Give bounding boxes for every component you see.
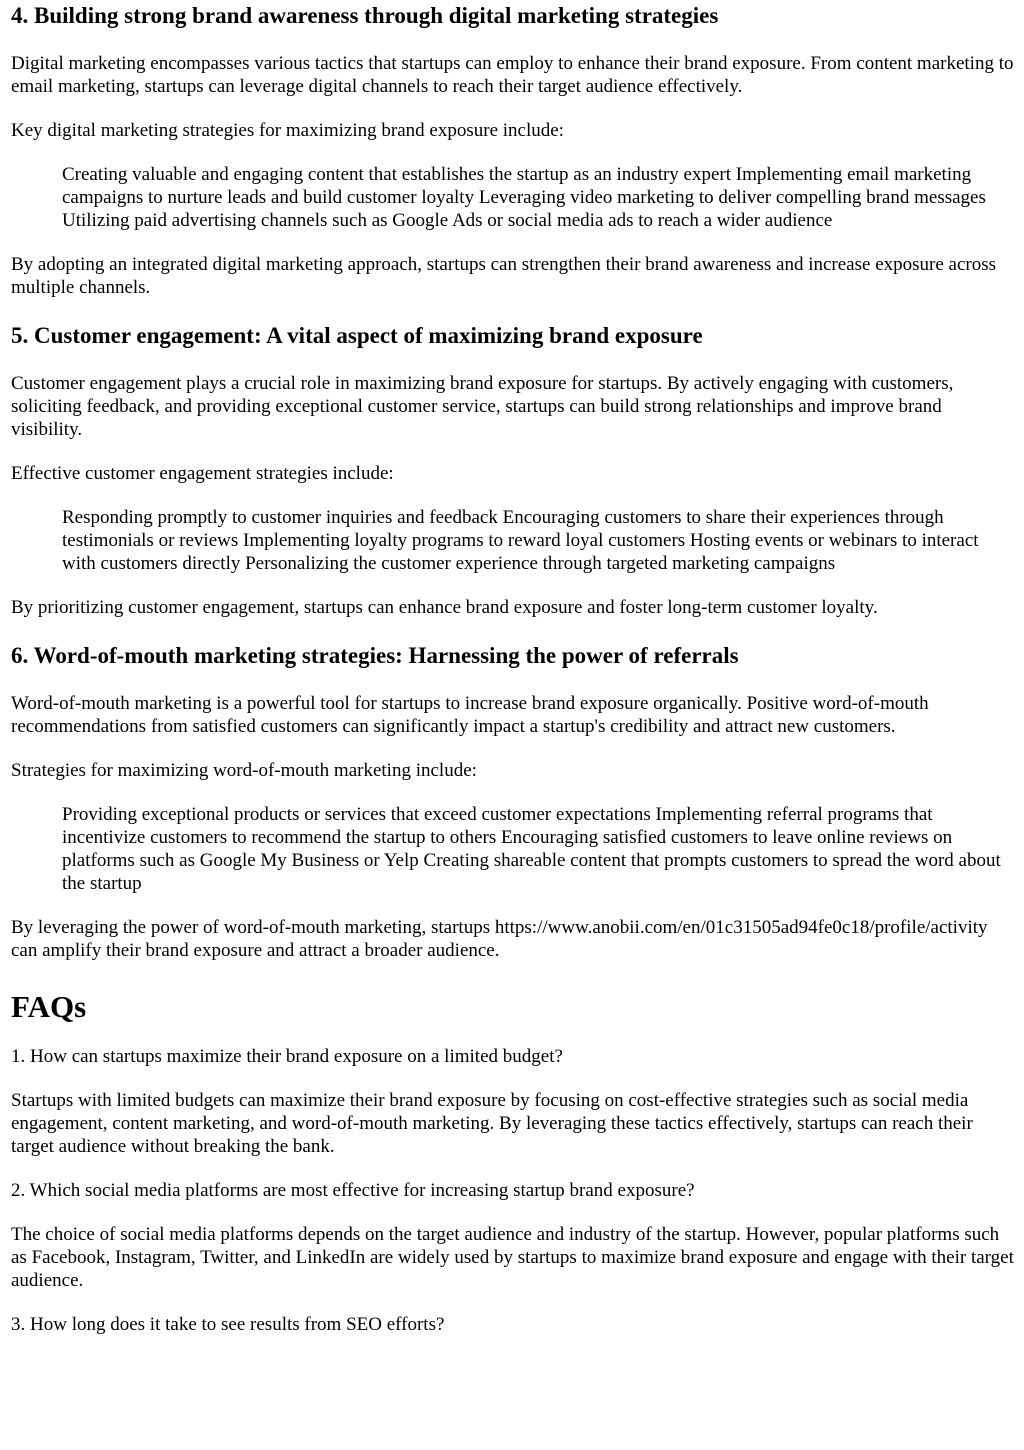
profile-link-text: https://www.anobii.com/en/01c31505ad94fe0c18/profile/activity — [494, 917, 988, 938]
section-closing: By adopting an integrated digital marketing approach, startups can strengthen their brand awareness and increase exposure across multiple channels. — [11, 254, 997, 298]
section-lead: Effective customer engagement strategies include: — [11, 463, 394, 484]
faq-question: 2. Which social media platforms are most effective for increasing startup brand exposure? — [11, 1180, 695, 1201]
strategy-blockquote: Providing exceptional products or services that exceed customer expectations Implementing referral programs that incentivize customers to recommend the startup to others Encouraging satisfied customers to leave online reviews on platforms such as Google My Business or Yelp Creating shareable content that prompts customers to spread the word about the startup — [62, 804, 1001, 894]
strategy-blockquote: Responding promptly to customer inquiries and feedback Encouraging customers to share their experiences through testimonials or reviews Implementing loyalty programs to reward loyal customers Hosting events or webinars to interact with customers directly Personalizing the customer experience through targeted marketing campaigns — [62, 507, 979, 574]
faq-answer: Startups with limited budgets can maximize their brand exposure by focusing on cost-effective strategies such as social media engagement, content marketing, and word-of-mouth marketing. By leveraging these tactics effectively, startups can reach their target audience without breaking the bank. — [11, 1090, 973, 1157]
section-closing: By prioritizing customer engagement, startups can enhance brand exposure and foster long-term customer loyalty. — [11, 597, 878, 618]
section-lead: Strategies for maximizing word-of-mouth marketing include: — [11, 760, 477, 781]
closing-text-end: can amplify their brand exposure and attract a broader audience. — [11, 940, 500, 961]
closing-text-start: By leveraging the power of word-of-mouth marketing, startups — [11, 917, 495, 938]
section-intro: Customer engagement plays a crucial role in maximizing brand exposure for startups. By actively engaging with customers, soliciting feedback, and providing exceptional customer service, startups can build strong relationships and improve brand visibility. — [11, 373, 954, 440]
faq-question: 1. How can startups maximize their brand exposure on a limited budget? — [11, 1046, 563, 1067]
section-heading: 4. Building strong brand awareness through digital marketing strategies — [11, 3, 719, 28]
section-heading: 6. Word-of-mouth marketing strategies: Harnessing the power of referrals — [11, 643, 739, 668]
section-lead: Key digital marketing strategies for maximizing brand exposure include: — [11, 120, 564, 141]
section-closing — [11, 916, 1014, 962]
section-intro: Word-of-mouth marketing is a powerful tool for startups to increase brand exposure organically. Positive word-of-mouth recommendations from satisfied customers can significantly impact a startup's credibility and attract new customers. — [11, 693, 929, 737]
strategy-blockquote: Creating valuable and engaging content that establishes the startup as an industry expert Implementing email marketing campaigns to nurture leads and build customer loyalty Leveraging video marketing to deliver compelling brand messages Utilizing paid advertising channels such as Google Ads or social media ads to reach a wider audience — [62, 164, 986, 231]
faq-answer: The choice of social media platforms depends on the target audience and industry of the startup. However, popular platforms such as Facebook, Instagram, Twitter, and LinkedIn are widely used by startups to maximize brand exposure and engage with their target audience. — [11, 1224, 1014, 1291]
section-intro: Digital marketing encompasses various tactics that startups can employ to enhance their brand exposure. From content marketing to email marketing, startups can leverage digital channels to reach their target audience effectively. — [11, 53, 1014, 97]
faq-question: 3. How long does it take to see results from SEO efforts? — [11, 1314, 445, 1335]
article-body — [0, 2, 1024, 1336]
faq-heading: FAQs — [11, 989, 87, 1024]
section-heading: 5. Customer engagement: A vital aspect of maximizing brand exposure — [11, 323, 703, 348]
